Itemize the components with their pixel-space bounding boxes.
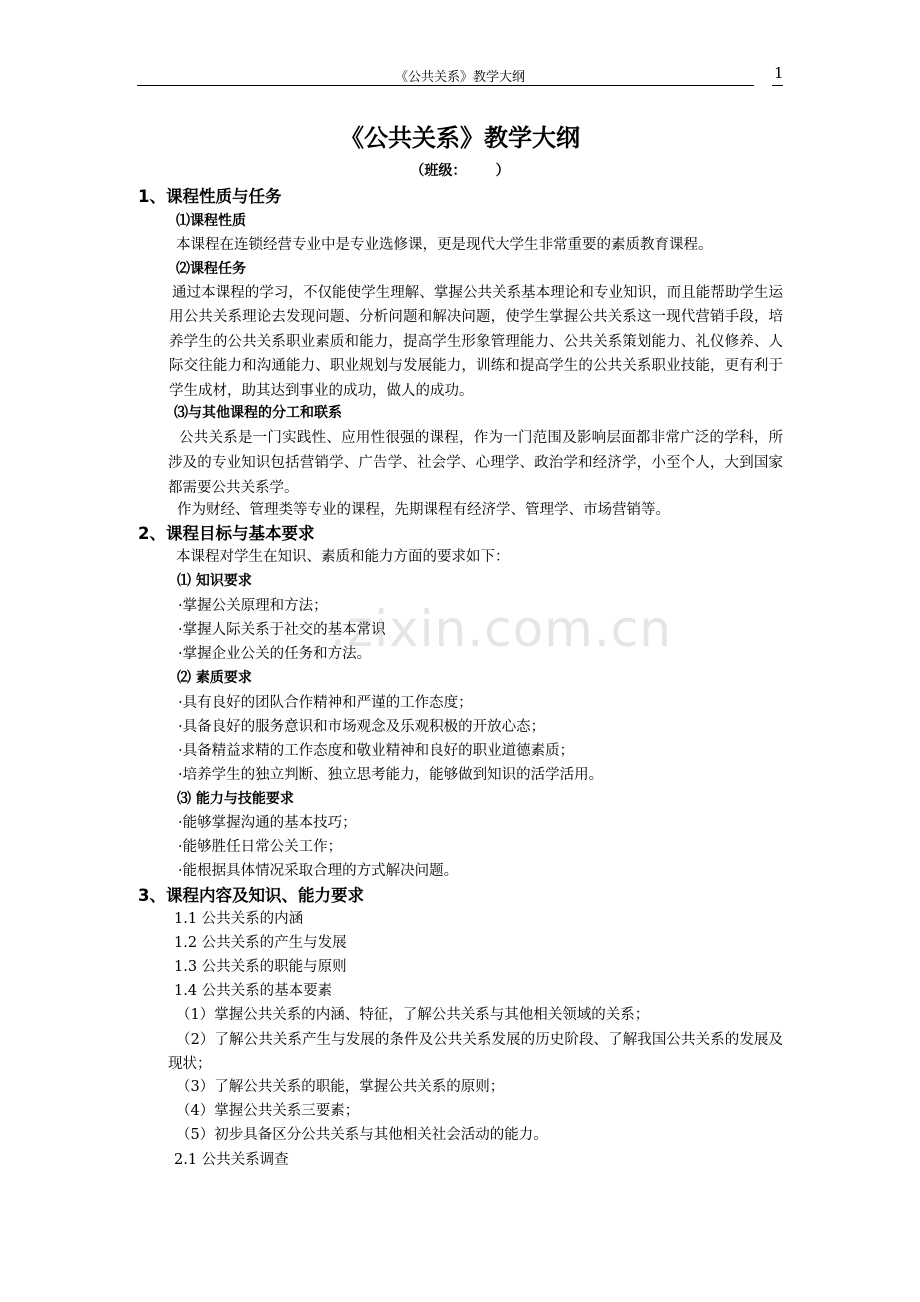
list-item: ·能根据具体情况采取合理的方式解决问题。 (178, 863, 459, 879)
list-item: ·能够胜任日常公关工作； (178, 839, 343, 855)
list-item: ·掌握企业公关的任务和方法。 (178, 646, 372, 662)
paragraph-course-relations: 公共关系是一门实践性、应用性很强的课程，作为一门范围及影响层面都非常广泛的学科，所涉及的专业知识包括营销学、广告学、社会学、心理学、政治学和经济学，小至个人，大到国家都需要公共关系学。 (168, 430, 783, 496)
running-header-title: 《公共关系》教学大纲 (394, 70, 525, 85)
subheading-course-nature: ⑴课程性质 (176, 213, 246, 229)
watermark: .zixin.com.cn (330, 600, 672, 658)
subheading-quality: ⑵ 素质要求 (177, 670, 252, 686)
list-item: 1.4 公共关系的基本要素 (174, 983, 333, 999)
requirement-2: （2）了解公共关系产生与发展的条件及公共关系发展的历史阶段、了解我国公共关系的发展及现状； (168, 1032, 783, 1072)
list-item: ·具有良好的团队合作精神和严谨的工作态度； (178, 695, 473, 711)
page-number: 1 (774, 64, 784, 82)
subheading-knowledge: ⑴ 知识要求 (177, 573, 252, 589)
list-item: ·掌握人际关系于社交的基本常识 (178, 622, 386, 638)
header-rule (137, 85, 754, 86)
subheading-ability: ⑶ 能力与技能要求 (177, 791, 294, 807)
list-item: ·培养学生的独立判断、独立思考能力，能够做到知识的活学活用。 (178, 767, 604, 783)
section-3-heading: 3、课程内容及知识、能力要求 (138, 886, 364, 905)
list-item: 2.1 公共关系调查 (174, 1152, 289, 1168)
page-number-underline (772, 85, 783, 86)
class-line: （班级： ） (410, 163, 510, 179)
section-2-heading: 2、课程目标与基本要求 (138, 524, 315, 543)
list-item: 1.1 公共关系的内涵 (174, 911, 304, 927)
requirement-1: （1）掌握公共关系的内涵、特征，了解公共关系与其他相关领域的关系； (176, 1007, 650, 1023)
subheading-course-task: ⑵课程任务 (176, 261, 246, 277)
paragraph-prerequisites: 作为财经、管理类等专业的课程，先期课程有经济学、管理学、市场营销等。 (177, 502, 670, 518)
subheading-course-relations: ⑶与其他课程的分工和联系 (174, 405, 342, 421)
list-item: 1.3 公共关系的职能与原则 (174, 959, 347, 975)
requirement-4: （4）掌握公共关系三要素； (176, 1103, 360, 1119)
list-item: ·具备精益求精的工作态度和敬业精神和良好的职业道德素质； (178, 743, 575, 759)
list-item: ·掌握公关原理和方法； (178, 598, 328, 614)
requirement-5: （5）初步具备区分公共关系与其他相关社会活动的能力。 (176, 1127, 548, 1143)
document-title: 《公共关系》教学大纲 (340, 124, 580, 152)
paragraph-course-task: 通过本课程的学习，不仅能使学生理解、掌握公共关系基本理论和专业知识，而且能帮助学生运用公共关系理论去发现问题、分析问题和解决问题，使学生掌握公共关系这一现代营销手段，培养学生的公共关系职业素质和能力，提高学生形象管理能力、公共关系策划能力、礼仪修养、人际交往能力和沟通能力、职业规划与发展能力，训练和提高学生的公共关系职业技能，更有利于学生成材，助其达到事业的成功，做人的成功。 (169, 285, 783, 399)
requirement-3: （3）了解公共关系的职能，掌握公共关系的原则； (176, 1079, 505, 1095)
list-item: ·具备良好的服务意识和市场观念及乐观积极的开放心态； (178, 719, 546, 735)
list-item: 1.2 公共关系的产生与发展 (174, 935, 347, 951)
paragraph-course-nature: 本课程在连锁经营专业中是专业选修课，更是现代大学生非常重要的素质教育课程。 (176, 237, 713, 253)
paragraph-requirements-intro: 本课程对学生在知识、素质和能力方面的要求如下： (176, 549, 510, 565)
section-1-heading: 1、课程性质与任务 (138, 187, 282, 206)
list-item: ·能够掌握沟通的基本技巧； (178, 815, 357, 831)
